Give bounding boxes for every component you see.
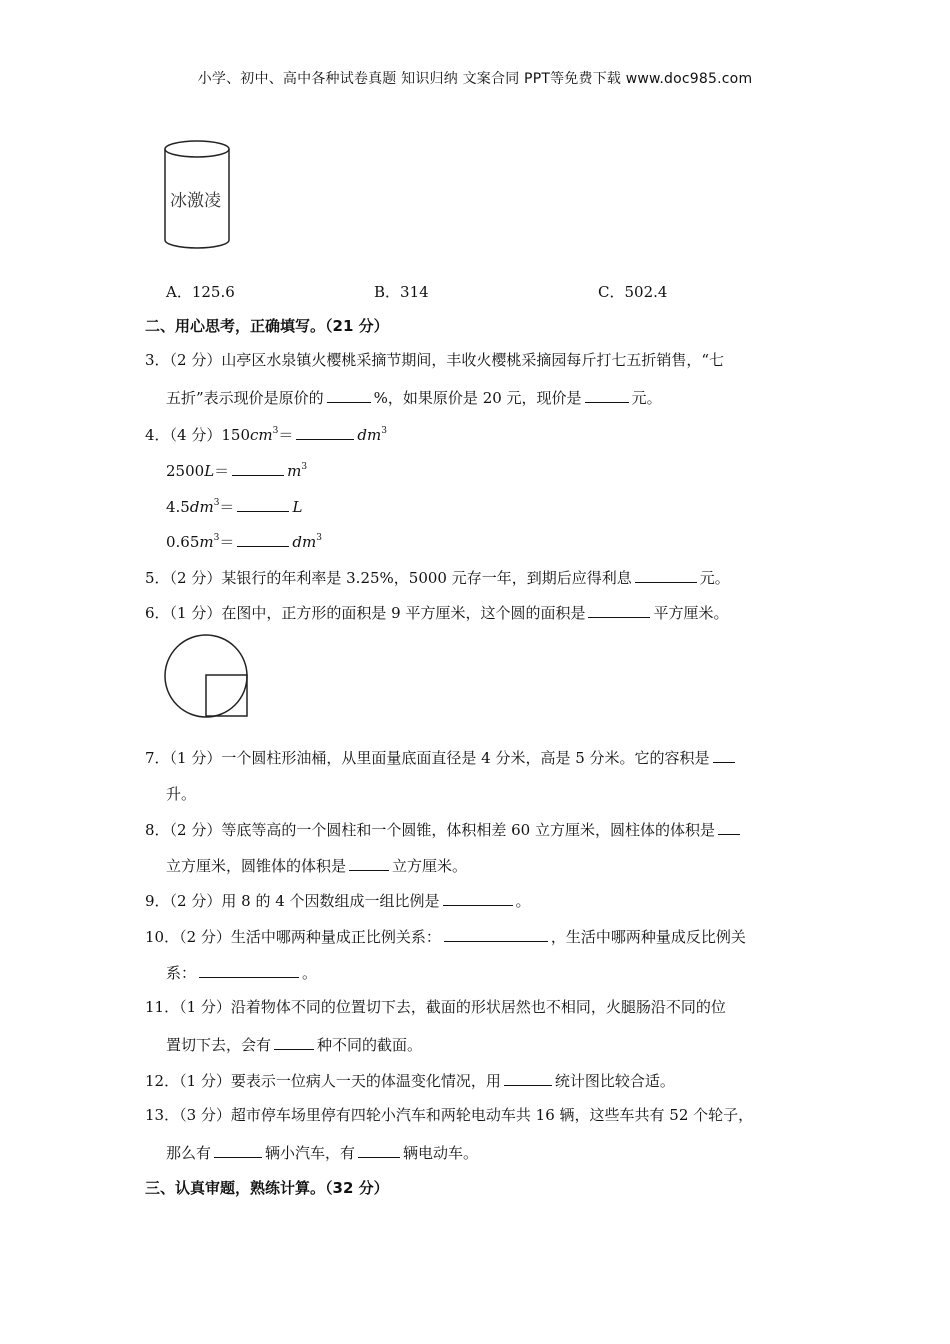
answer-blank[interactable]	[635, 567, 697, 583]
page-header: 小学、初中、高中各种试卷真题 知识归纳 文案合同 PPT等免费下载 www.doc985.com	[197, 71, 753, 87]
answer-blank[interactable]	[585, 387, 629, 403]
answer-blank[interactable]	[232, 460, 284, 476]
question-12: 12．（1 分）要表示一位病人一天的体温变化情况，用 统计图比较合适。	[145, 1072, 675, 1090]
cylinder-label: 冰激凌	[170, 191, 221, 211]
answer-blank[interactable]	[504, 1070, 552, 1086]
answer-blank[interactable]	[237, 531, 289, 547]
question-9: 9．（2 分）用 8 的 4 个因数组成一组比例是 。	[145, 892, 531, 910]
question-3-line-2: 五折”表示现价是原价的 %，如果原价是 20 元，现价是 元。	[166, 389, 662, 407]
answer-blank[interactable]	[713, 747, 735, 763]
answer-blank[interactable]	[718, 819, 740, 835]
question-8-line-1: 8．（2 分）等底等高的一个圆柱和一个圆锥，体积相差 60 立方厘米，圆柱体的体积是	[145, 819, 743, 840]
answer-blank[interactable]	[237, 496, 289, 512]
answer-blank[interactable]	[358, 1142, 400, 1158]
question-5: 5．（2 分）某银行的年利率是 3.25%，5000 元存一年，到期后应得利息 元。	[145, 569, 730, 587]
answer-blank[interactable]	[349, 855, 389, 871]
answer-blank[interactable]	[327, 387, 371, 403]
question-3-line-1: 3．（2 分）山亭区水泉镇火樱桃采摘节期间，丰收火樱桃采摘园每斤打七五折销售，“七	[145, 351, 725, 369]
answer-blank[interactable]	[199, 962, 299, 978]
section-3-heading: 三、认真审题，熟练计算。（32 分）	[145, 1179, 389, 1197]
answer-blank[interactable]	[274, 1034, 314, 1050]
question-10-line-1: 10．（2 分）生活中哪两种量成正比例关系： ，生活中哪两种量成反比例关	[145, 928, 746, 946]
question-4-line-2: $2500L= m^3$	[166, 462, 308, 480]
question-11-line-1: 11．（1 分）沿着物体不同的位置切下去，截面的形状居然也不相同，火腿肠沿不同的位	[145, 998, 726, 1016]
question-10-line-2: 系： 。	[166, 964, 318, 982]
section-2-heading: 二、用心思考，正确填写。（21 分）	[145, 317, 389, 335]
question-4-line-1: 4．（4 分）$150cm^3= dm^3$	[145, 426, 387, 444]
question-4-line-4: $0.65m^3= dm^3$	[166, 533, 322, 551]
question-13-line-2: 那么有 辆小汽车，有 辆电动车。	[166, 1144, 479, 1162]
choice-b: B．314	[374, 283, 429, 301]
question-13-line-1: 13．（3 分）超市停车场里停有四轮小汽车和两轮电动车共 16 辆，这些车共有 52 个轮子，	[145, 1106, 754, 1124]
answer-blank[interactable]	[443, 890, 513, 906]
answer-blank[interactable]	[214, 1142, 262, 1158]
answer-blank[interactable]	[588, 602, 650, 618]
question-6: 6．（1 分）在图中，正方形的面积是 9 平方厘米，这个圆的面积是 平方厘米。	[145, 604, 729, 622]
question-4-line-3: $4.5dm^3= L$	[166, 498, 303, 516]
question-11-line-2: 置切下去，会有 种不同的截面。	[166, 1036, 423, 1054]
question-8-line-2: 立方厘米，圆锥体的体积是 立方厘米。	[166, 857, 468, 875]
question-7-line-2: 升。	[166, 785, 197, 803]
answer-blank[interactable]	[444, 926, 548, 942]
choice-c: C．502.4	[598, 283, 668, 301]
question-7-line-1: 7．（1 分）一个圆柱形油桶，从里面量底面直径是 4 分米，高是 5 分米。它的容积是	[145, 747, 738, 768]
choice-a: A．125.6	[166, 283, 235, 301]
circle-square-figure	[164, 634, 254, 724]
answer-blank[interactable]	[296, 424, 354, 440]
